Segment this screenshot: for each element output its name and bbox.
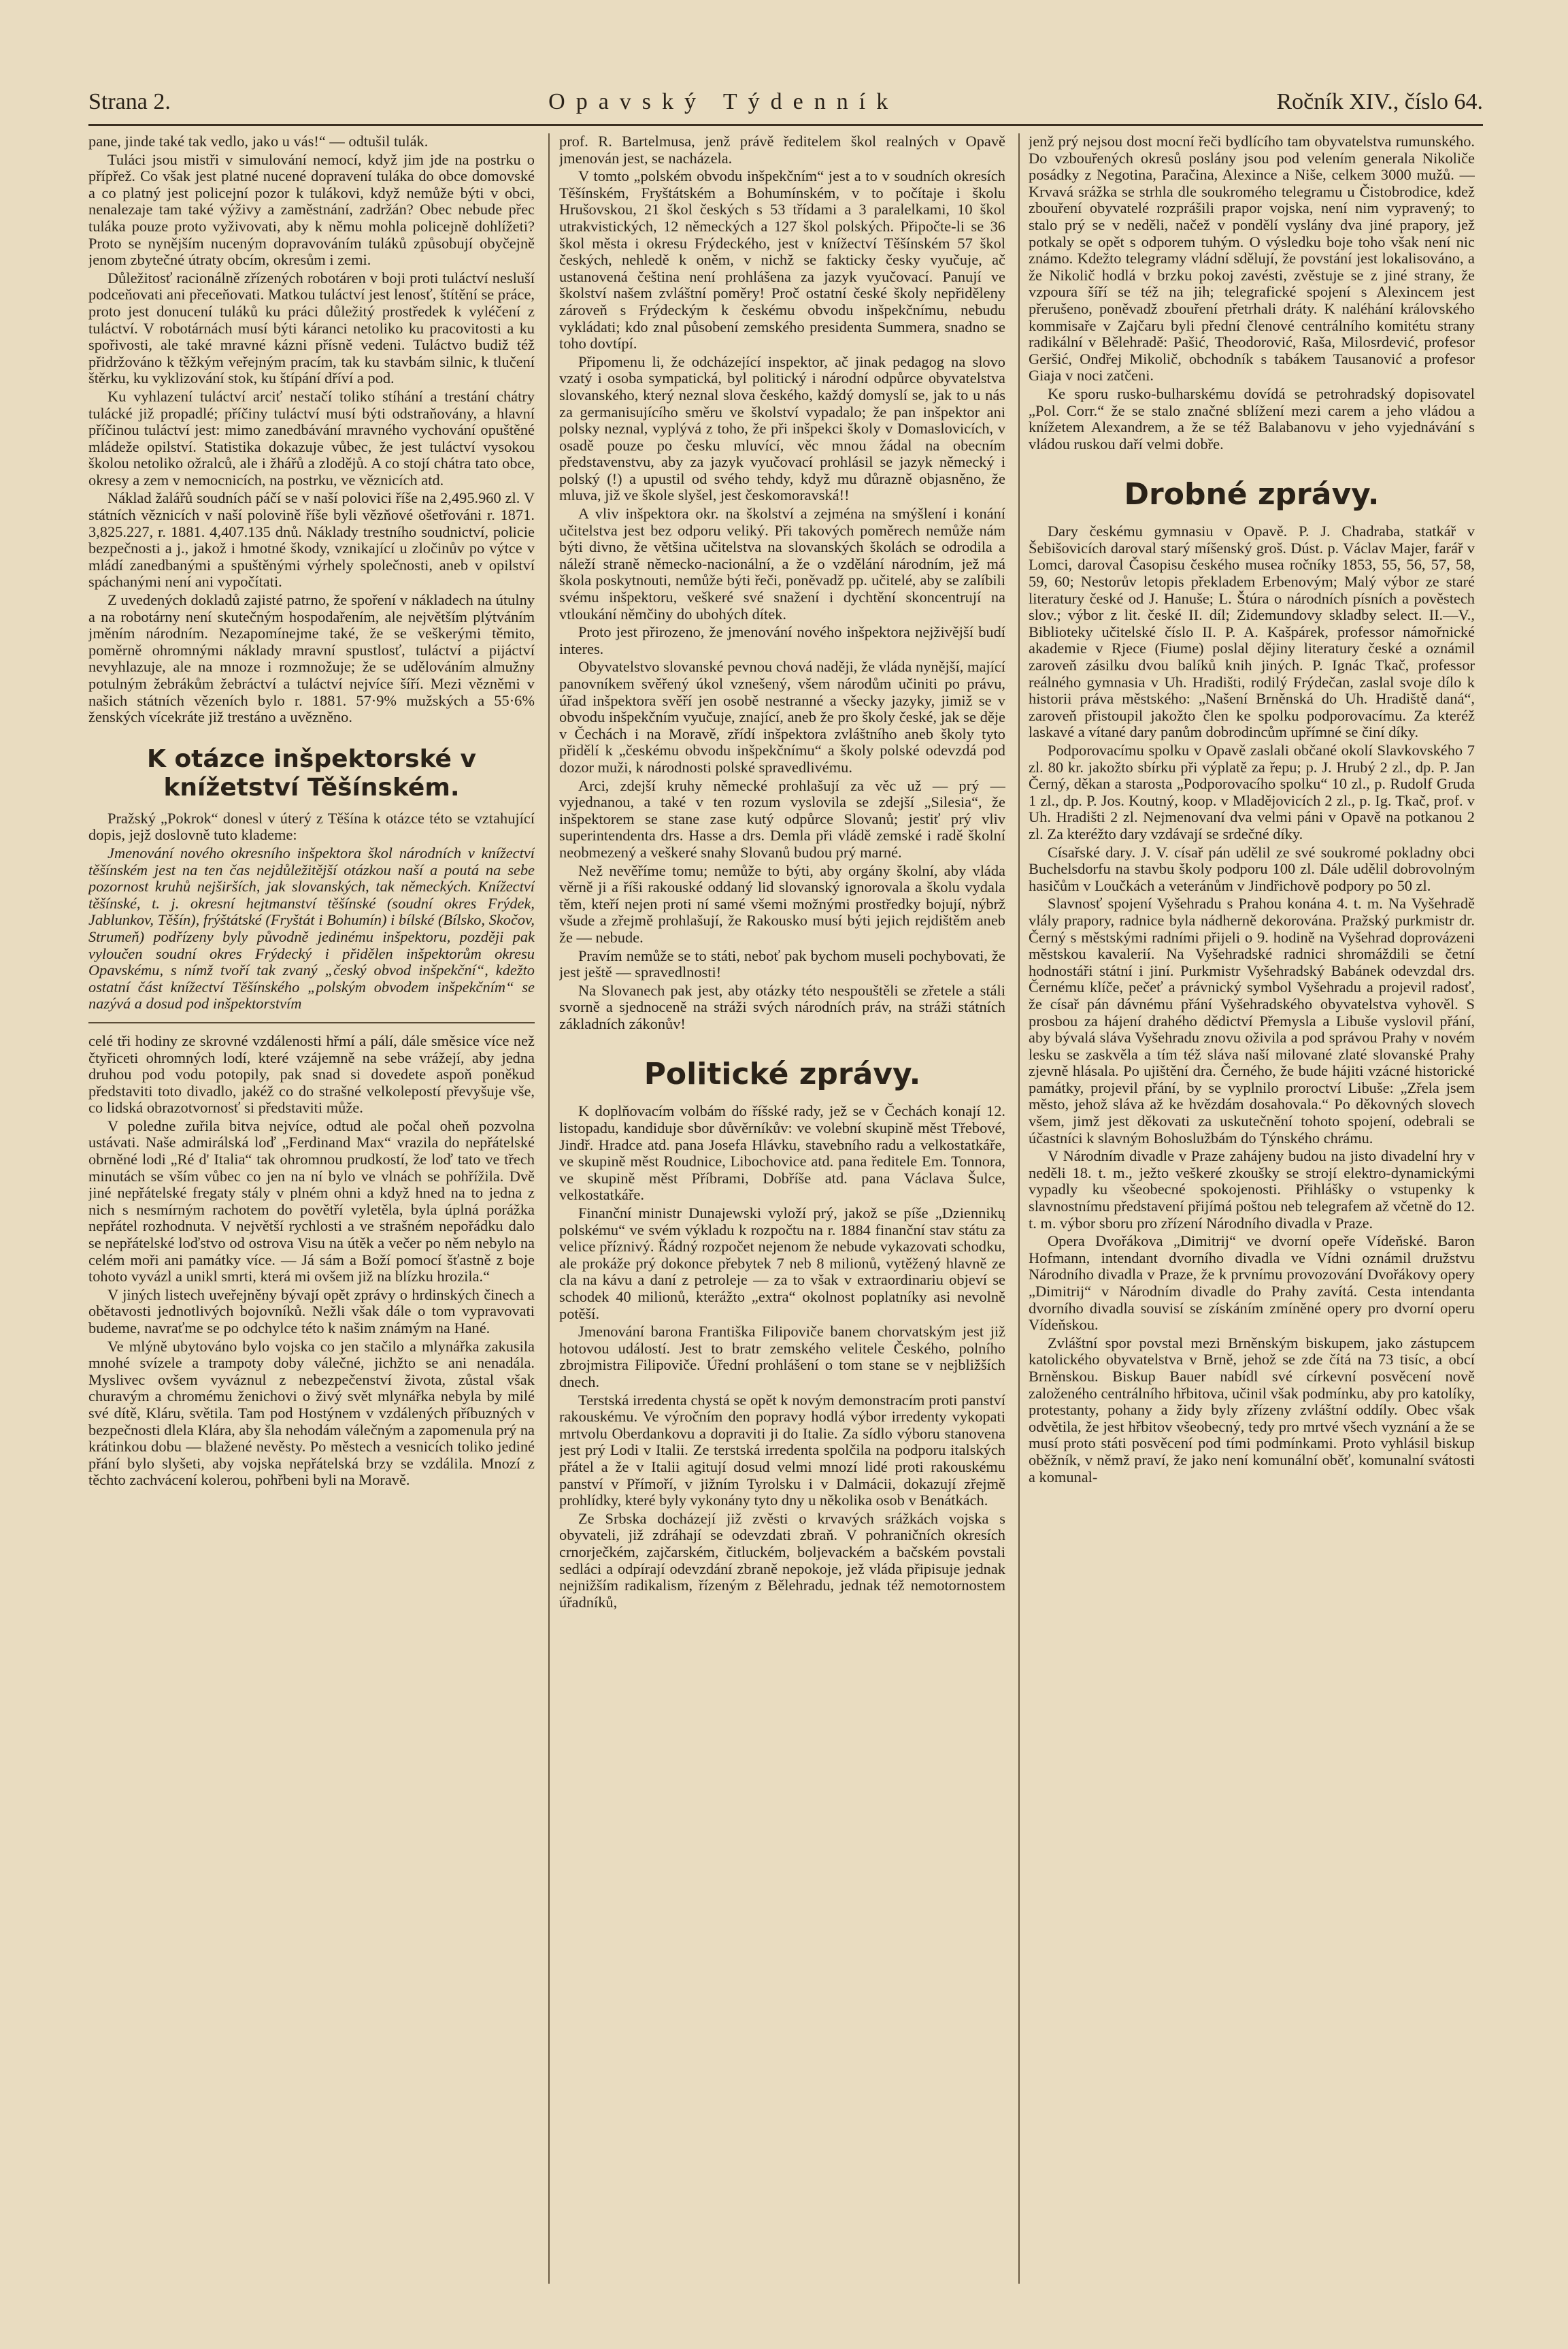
masthead-title: Opavský Týdenník [548, 89, 899, 114]
paragraph: Pravím nemůže se to státi, neboť pak bychom museli pochybovati, že jest ještě — spravedlnosti! [559, 947, 1005, 981]
paragraph: V poledne zuřila bitva nejvíce, odtud ale počal oheň pozvolna ustávati. Naše admirálská loď „Ferdinand Max“ vrazila do nepřátelské obrněné lodi „Ré d' Italia“ tak ohromnou prudkostí, že loď tato ve třech minutách se vším vůbec co jen na ní bylo ve vlnách se pohřížila. Dvě jiné nepřátelské fregaty stály v plném ohni a když hned na to jedna z nich s nesmírným rachotem do povětří vyletěla, byla úplná porážka nepřátel rozhodnuta. V největší rychlosti a ve strašném nepořádku dalo se nepřátelské loďstvo od ostrova Visu na útěk a večer po něm nebylo na celém moři ani památky více. — Já sám a Boží pomocí šťastně z boje tohoto vyvázl a unikl smrti, která mi ovšem již na blízku hrozila.“ [88, 1117, 535, 1285]
section-heading: Drobné zprávy. [1124, 477, 1380, 512]
paragraph: Obyvatelstvo slovanské pevnou chová naději, že vláda nynější, mající panovníkem svěřený úkol vznešený, všem národům učiniti po právu, úřad inšpektora svěří jen osobě nestranné a všecky jazyky, jimiž se v obvodu inšpekčním vyučuje, znající, aneb že pro školy české, jak se děje v Čechách i na Moravě, zřídí inšpektora zvláštního aneb školy tyto přidělí k „českému obvodu inšpekčnímu“ a školy polské odevzdá pod dozor muži, k národnosti polské spravedlivému. [559, 658, 1005, 776]
paragraph: Slavnosť spojení Vyšehradu s Prahou konána 4. t. m. Na Vyšehradě vlály prapory, radnice byla nádherně dekorována. Pražský purkmistr dr. Černý s městskými radními přijeli o 9. hodině na Vyšehrad doprovázeni městskou kavalerií. Na Vyšehradské radnici shromáždili se četní hodnostáři státní i jiní. Purkmistr Vyšehradský Babánek odevzdal drs. Černému klíče, pečeť a právnický symbol Vyšehradu a projevil radosť, že císař pán dávnému přání Vyšehradského obyvatelstva vyhověl. S prosbou za hájení drahého dědictví Přemysla a Libuše vyslovil přání, aby bývalá sláva Vyšehradu znovu oživila a pod správou Prahy v novém lesku se zaskvěla a tím též sláva naší milované zlaté slovanské Prahy zjevně hlásala. Po ujištění dra. Černého, že bude hájiti vzácné historické památky, projevil přání, by se vyplnilo proroctví Libuše: „Zřela jsem město, jehož sláva až ke hvězdám dosahovala.“ Po děkovných slovech všem, jimž jest děkovati za uskutečnění tohoto spojení, odebrali se účastníci k slavným Bohoslužbám do Týnského chrámu. [1029, 895, 1475, 1147]
paragraph: pane, jinde také tak vedlo, jako u vás!“ — odtušil tulák. [88, 133, 429, 150]
column-1 [88, 133, 535, 2311]
issue-info: Ročník XIV., číslo 64. [1276, 89, 1483, 114]
column-divider [548, 133, 550, 2284]
paragraph: V jiných listech uveřejněny bývají opět zprávy o hrdinských činech a obětavosti jednotlivých bojovníků. Nežli však dále o tom vypravovati budeme, navraťme se po odchylce této k našim známým na Hané. [88, 1285, 535, 1336]
paragraph: Důležitosť racionálně zřízených robotáren v boji proti tuláctví nesluší podceňovati ani přeceňovati. Matkou tuláctví jest lenosť, štítění se práce, proto jest donucení tuláků ku práci důležitý prostředek k vyléčení z tuláctví. V robotárnách musí býti káranci netoliko ku pracovitosti a ku spořivosti, ale také mravné kázni přísně vedeni. Tuláctvo budiž též přidržováno k těžkým veřejným pracím, tak ku stavbám silnic, k tlučení štěrku, ku vyklizování stok, ku štípání dříví a pod. [88, 269, 535, 387]
paragraph: Jmenování nového okresního inšpektora škol národních v knížectví těšínském jest na ten čas nejdůležitější otázkou naší a poutá na sebe pozornost kruhů nejširších, jak slovanských, tak německých. Knížectví těšínské, t. j. okresní hejtmanství těšínské (soudní okres Frýdek, Jablunkov, Těšín), frýštátské (Fryštát i Bohumín) i bílské (Bílsko, Skočov, Strumeň) podřízeny byly původně jedinému inšpektoru, později pak vyloučen soudní okres Frýdecký i přidělen inšpektorům okresu Opavskému, s nímž tvoří tak zvaný „český obvod inšpekční“, kdežto ostatní část knížectví Těšínského „polským obvodem inšpekčním“ se nazývá a dosud pod inšpektorstvím [88, 844, 535, 1013]
paragraph: jenž prý nejsou dost mocní řeči bydlícího tam obyvatelstva rumunského. Do vzbouřených okresů poslány jsou pod velením generala Nikoliče posádky z Negotina, Paračina, Alexince a Niše, celkem 3000 mužů. — Krvavá srážka se strhla dle soukromého telegramu u Čistobrodice, kdež zbouření obyvatelé rozprášili prapor vojska, není nim vypravený; to stalo prý se v neděli, načež v pondělí vyslány dva jiné prapory, jež potkaly se opět s odporem tuhým. O výsledku boje toho však není nic známo. Kdežto telegramy vládní sdělují, že povstání jest lokalisováno, a že Nikolič hodlá v brzku pokoj zavésti, zvěstuje se z jiné strany, že vzpoura šíří se též na jih; telegrafické spojení s Alexincem jest přerušeno, poněvadž zbouření přetrhali dráty. K naléhání královského kommisaře v Zajčaru byli přední členové centrálního komitétu strany radikální v Bělehradě: Pašić, Theodorović, Raša, Milosrdević, profesor Geršić, Ondřej Mikolič, obchodník s tabákem Tausanović a profesor Giaja v noci zatčeni. [1029, 133, 1475, 384]
paragraph: Proto jest přirozeno, že jmenování nového inšpektora nejživější budí interes. [559, 623, 1005, 657]
paragraph: Zvláštní spor povstal mezi Brněnským biskupem, jako zástupcem katolického obyvatelstva v Brně, jehož se zde čítá na 73 tisíc, a obcí Brněnskou. Biskup Bauer nabídl své církevní posvěcení nově založeného centrálního hřbitova, učinil však podmínku, aby pro katolíky, protestanty, pohany a židy byly zřízeny zvláštní oddíly. Obec však odvětila, že jest hřbitov všeobecný, tedy pro mrtvé všech vyznání a že se musí proto státi posvěcení pod tími podmínkami. Proto vyhlásil biskup oběžník, v němž praví, že jako není komunální oběť, komunalní svátosti a komunal- [1029, 1334, 1475, 1485]
column-divider [1018, 133, 1020, 2284]
paragraph: prof. R. Bartelmusa, jenž právě ředitelem škol realných v Opavě jmenován jest, se nacházela. [559, 133, 1005, 167]
paragraph: Opera Dvořákova „Dimitrij“ ve dvorní opeře Vídeňské. Baron Hofmann, intendant dvorního divadla ve Vídni oznámil družstvu Národního divadla v Praze, že k prvnímu provozování Dvořákovy opery „Dimitrij“ v Národním divadle do Prahy zavítá. Cesta intendanta dvorního divadla souvisí se získáním zmíněné opery pro dvorní operu Vídeňskou. [1029, 1232, 1475, 1334]
paragraph: Ke sporu rusko-bulharskému dovídá se petrohradský dopisovatel „Pol. Corr.“ že se stalo značné sblížení mezi carem a jeho vládou a knížetem Alexandrem, a že se též Balabanovu v jeho vyjednávání s vládou ruskou daří velmi dobře. [1029, 384, 1475, 453]
paragraph: Ku vyhlazení tuláctví arciť nestačí toliko stíhání a trestání chátry tulácké již propadlé; příčiny tuláctví musí býti odstraňovány, a hlavní příčinou tuláctví jest: mimo zanedbávání mravného vychování opuštěné mládeže opilství. Statistika dokazuje vůbec, že jest tuláctví vysokou školou netoliko ožralců, ale i žhářů a zlodějů. A co stojí chátra tato obce, okresy a zem v nemocnicích, na postrku, ve věznicích atd. [88, 387, 535, 489]
paragraph: Než nevěříme tomu; nemůže to býti, aby orgány školní, aby vláda věrně ji a říši rakouské oddaný lid slovanský ignorovala a školu vydala těm, kteří nejen proti ní samé všemi možnými prostředky bojují, nýbrž všude a zřejmě prohlašují, že Rakousko musí býti jejich rejdištěm aneb že — nebude. [559, 861, 1005, 946]
paragraph: Finanční ministr Dunajewski vyloží prý, jakož se píše „Dziennikų polskému“ ve svém výkladu k rozpočtu na r. 1884 finanční stav státu za velice příznivý. Řádný rozpočet nejenom že nebude vykazovati schodku, ale prokáže prý dokonce přebytek 7 neb 8 milionů, vytěžený hlavně ze cla na kávu a daní z petroleje — za to však v extraordinariu objeví se schodek 40 milionů, kterážto „extra“ okolnost poplatníky asi nevolně potěší. [559, 1204, 1005, 1322]
paragraph: Ve mlýně ubytováno bylo vojska co jen stačilo a mlynářka zakusila mnohé svízele a trampoty doby válečné, jichžto se ani nenadála. Myslivec ovšem vyváznul z nebezpečenství života, zůstal však churavým a chromému ženichovi o živý svět mlynářka nebyla by milé své dítě, Kláru, světila. Tam pod Hostýnem v vzdálených příbuzných v bezpečnosti dlela Klára, aby šla nehodám válečným a zapomenula prý na krátinkou dobu — blažené nevěsty. Po městech a vesnicích toliko jediné přání bylo slyšeti, aby vojska nepřátelská brzy se vzdálila. Mnozí z těchto zachvácení kolerou, pohřbeni byli na Moravě. [88, 1337, 535, 1489]
paragraph: Z uvedených dokladů zajisté patrno, že spoření v nákladech na útulny a na robotárny není skutečným hospodařením, ale největším plýtváním jměním národním. Nezapomínejme také, že se veškerými těmito, poměrně ohromnými náklady mravní spustlosť, tuláctví a pijáctví nevyhlazuje, ale na mnoze i rozmnožuje; že se udělováním almužny potulným žebrákům žebráctví a tuláctví nejvíce šíří. Mezi vězněmi v našich státních vězeních bylo r. 1881. 57·9% mužských a 55·6% ženských vícekráte již trestáno a uvězněno. [88, 591, 535, 726]
header-rule [88, 124, 1483, 126]
page-number: Strana 2. [88, 89, 171, 114]
paragraph: Terstská irredenta chystá se opět k novým demonstracím proti panství rakouskému. Ve výročním den popravy hodlá výbor irredenty vykopati mrtvolu Oberdankovu a dopraviti ji do Italie. Za sídlo výboru stanovena jest prý Lodi v Italii. Ze terstská irredenta spolčila na podporu italských přátel a že v Italii agitují dosud velmi mnozí lidé proti rakouskému panství v Přímoří, v jižním Tyrolsku i v Dalmácii, dokazují zřejmě prohlídky, které byly vykonány tyto dny u několika osob v Benátkách. [559, 1391, 1005, 1509]
paragraph: A vliv inšpektora okr. na školství a zejména na smýšlení i konání učitelstva jest bez odporu veliký. Při takových poměrech nemůže nám býti divno, že většina učitelstva na slovanských školách se odrodila a náleží straně německo-nacionální, a že o vzdělání národním, jež má škola poskytnouti, nemůže býti řeči, poněvadž pp. učitelé, aby se zalíbili svému inšpektoru, veškeré své snažení i dychtění skoncentrují na vtloukání němčiny do ubohých dítek. [559, 505, 1005, 623]
paragraph: Připomenu li, že odcházející inspektor, ač jinak pedagog na slovo vzatý i osoba sympatická, byl politický i národní odpůrce obyvatelstva slovanského, který neznal slova českého, každý domyslí se, jak to u nás za germanisujícího směru ve školství vypadalo; že pan inšpektor ani polsky neznal, vyplývá z toho, že při inšpekci školy v Domaslovicích, v osadě pouze po česku mluvící, věc mnou žádal na obecním představenstvu, aby za jazyk vyučovací prohlásil se jazyk německý i polský (!) a upustil od svého tehdy, když mu důrazně objasněno, že mluva, již ve škole slyšel, jest českomoravská!! [559, 352, 1005, 504]
paragraph: Pražský „Pokrok“ donesl v úterý z Těšína k otázce této se vztahující dopis, jejž doslovně tuto klademe: [88, 809, 535, 844]
paragraph: Podporovacímu spolku v Opavě zaslali občané okolí Slavkovského 7 zl. 80 kr. jakožto sbírku při výplatě za řepu; p. J. Hrubý 2 zl., dp. P. Jan Černý, děkan a starosta „Podporovacího spolku“ 10 zl., p. Rudolf Gruda 1 zl., dp. P. Jos. Koutný, koop. v Mladějovicích 2 zl., p. Ig. Tkač, prof. v Uh. Hradišti 2 zl. Nejmenovaní dva velmi páni v Opavě na potkanou 2 zl. Za kteréžto dary vzdávají se srdečné díky. [1029, 742, 1475, 842]
paragraph: Tuláci jsou mistři v simulování nemocí, když jim jde na postrku o přípřež. Co však jest platné nucené dopravení tuláka do obce domovské a co platný jest policejní pozor k tulákovi, když nemůže býti v obci, nenalezaje tam také výživy a zaměstnání, zadržán? Obec nebude přec tuláka pouze proto vyživovati, aby k němu mohla policejně dohlížeti? Proto se nynějším nuceným dopravováním tuláků způsobují obyčejně jenom zbytečné útraty obcím, okresům i zemi. [88, 150, 535, 269]
paragraph: Císařské dary. J. V. císař pán udělil ze své soukromé pokladny obci Buchelsdorfu na stavbu školy podporu 100 zl. Dále udělil dobrovolným hasičům v Loučkách a veteránům v Jindřichově podpory po 50 zl. [1029, 843, 1475, 894]
page-header [88, 80, 1483, 124]
paragraph: V Národním divadle v Praze zahájeny budou na jisto divadelní hry v neděli 18. t. m., ježto veškeré zkoušky se strojí elektro-dynamickými vypadly ku všeobecné spokojenosti. Přihlášky o vstupenky k slavnostnímu představení přijímá poštou neb telegrafem až včetně do 12. t. m. výbor sboru pro zřízení Národního divadla v Praze. [1029, 1147, 1475, 1232]
article-heading: K otázce inšpektorské v knížetství Těšínském. [147, 744, 476, 802]
column-2 [559, 133, 1005, 2311]
paragraph: Náklad žalářů soudních páčí se v naší polovici říše na 2,495.960 zl. V státních věznicích v naší polovině říše byli vězňové ošetřováni r. 1871. 3,825.227, r. 1881. 4,407.135 dnů. Náklady trestního soudnictví, policie bezpečnosti a j., jakož i hmotné škody, vznikající u zločinův po výtce v mládí zanedbanými a spuštěnými výrhely společnosti, aneb v opilství spáchanými není ani vypočítati. [88, 489, 535, 591]
section-heading: Politické zprávy. [644, 1057, 921, 1092]
section-rule [88, 1022, 535, 1023]
paragraph: celé tři hodiny ze skrovné vzdálenosti hřmí a pálí, dále směsice více než čtyřiceti ohromných lodí, které vzájemně na sebe vrážejí, aby jedna druhou pod vodu potopily, pak snad si dovedete aspoň poněkud představiti toto divadlo, jakéž co do strašné velkolepostí převyšuje vše, co lidská obrazotvornosť si představiti může. [88, 1032, 535, 1117]
paragraph: Dary českému gymnasiu v Opavě. P. J. Chadraba, statkář v Šebišovicích daroval starý míšenský groš. Dúst. p. Václav Majer, farář v Lomci, daroval Časopisu českého musea ročníky 1853, 55, 56, 57, 58, 59, 60; Nestorův letopis překladem Erbenovým; Malý výbor ze staré literatury české od J. Hanuše; L. Štúra o národních písních a pověstech slov.; výbor z lit. české II. díl; Zidemundovy skladby select. II.—V., Biblioteky učitelské číslo II. P. A. Kašpárek, professor námořnické akademie v Rjece (Fiume) poslal dějiny literatury české a oznámil zaroveň zásilku dvou balíků knih jiných. P. Ignác Tkač, professor reálného gymnasia v Uh. Hradišti, rodilý Frýdečan, zaslal svoje dílo k historii práva městského: „Našení Brněnská do Uh. Hradiště daná“, zaroveň přistoupil jakožto člen ke spolku podporovacímu. Za kteréž laskavé a vítané dary panům dobrodincům upřímné se činí díky. [1029, 523, 1475, 741]
paragraph: Jmenování barona Františka Filipoviče banem chorvatským jest již hotovou událostí. Jest to bratr zemského velitele Českého, polního zbrojmistra Filipoviče. Úřední prohlášení o tom stane se v nejbližších dnech. [559, 1323, 1005, 1390]
column-3 [1029, 133, 1475, 2311]
paragraph: V tomto „polském obvodu inšpekčním“ jest a to v soudních okresích Těšínském, Fryštátském a Bohumínském, v to počítaje i školu Hrušovskou, 21 škol českých s 53 třídami a 3 paralelkami, 10 škol utrakvistických, 12 německých a 127 škol polských. Připočte-li se 36 škol města i okresu Frýdeckého, jest v knížectví Těšínském 57 škol českých, nehledě k oněm, v nichž se fakticky česky vyučuje, ač ustanovená čeština není prohlášena za jazyk vyučovací. Panují ve školství našem zvláštní poměry! Proč ostatní české školy nepřiděleny zároveň s Frýdeckým k českému obvodu inšpekčnímu, nebudu vykládati; kdo znal působení zemského presidenta Summera, snadno se toho dovtípí. [559, 167, 1005, 352]
paragraph: Arci, zdejší kruhy německé prohlašují za věc už — prý — vyjednanou, a také v ten rozum vyslovila se zdejší „Silesia“, že inšpektorem se stane zase kutý odpůrce Slovanů; jestiť prý vliv superintendenta drs. Hasse a drs. Demla při vládě zemské i radě školní neobmezený a veškeré snahy Slovanů budou prý marné. [559, 776, 1005, 861]
paragraph: Na Slovanech pak jest, aby otázky této nespouštěli se zřetele a stáli svorně a sjednoceně na stráži svých národních práv, na stráži státních základních zákonův! [559, 981, 1005, 1032]
paragraph: K doplňovacím volbám do říšské rady, jež se v Čechách konají 12. listopadu, kandiduje sbor důvěrníkův: ve volební skupině měst Třebové, Jindř. Hradce atd. pana Josefa Hlávku, stavebního radu a velkostatkáře, ve skupině měst Roudnice, Libochovice atd. pana ředitele Em. Tonnora, ve skupině měst Příbrami, Dobříše atd. pana Václava Šulce, velkostatkáře. [559, 1102, 1005, 1204]
paragraph: Ze Srbska docházejí již zvěsti o krvavých srážkách vojska s obyvateli, již zdráhají se odevzdati zbraň. V pohraničních okresích crnorječkém, zajčarském, čitluckém, boljevackém a bačském povstali sedláci a odpírají odevzdání zbraně nepokoje, jež vláda připisuje jednak nejnižším radikalism, řízeným z Bělehradu, jednak též nemotornostem úřadníků, [559, 1509, 1005, 1611]
